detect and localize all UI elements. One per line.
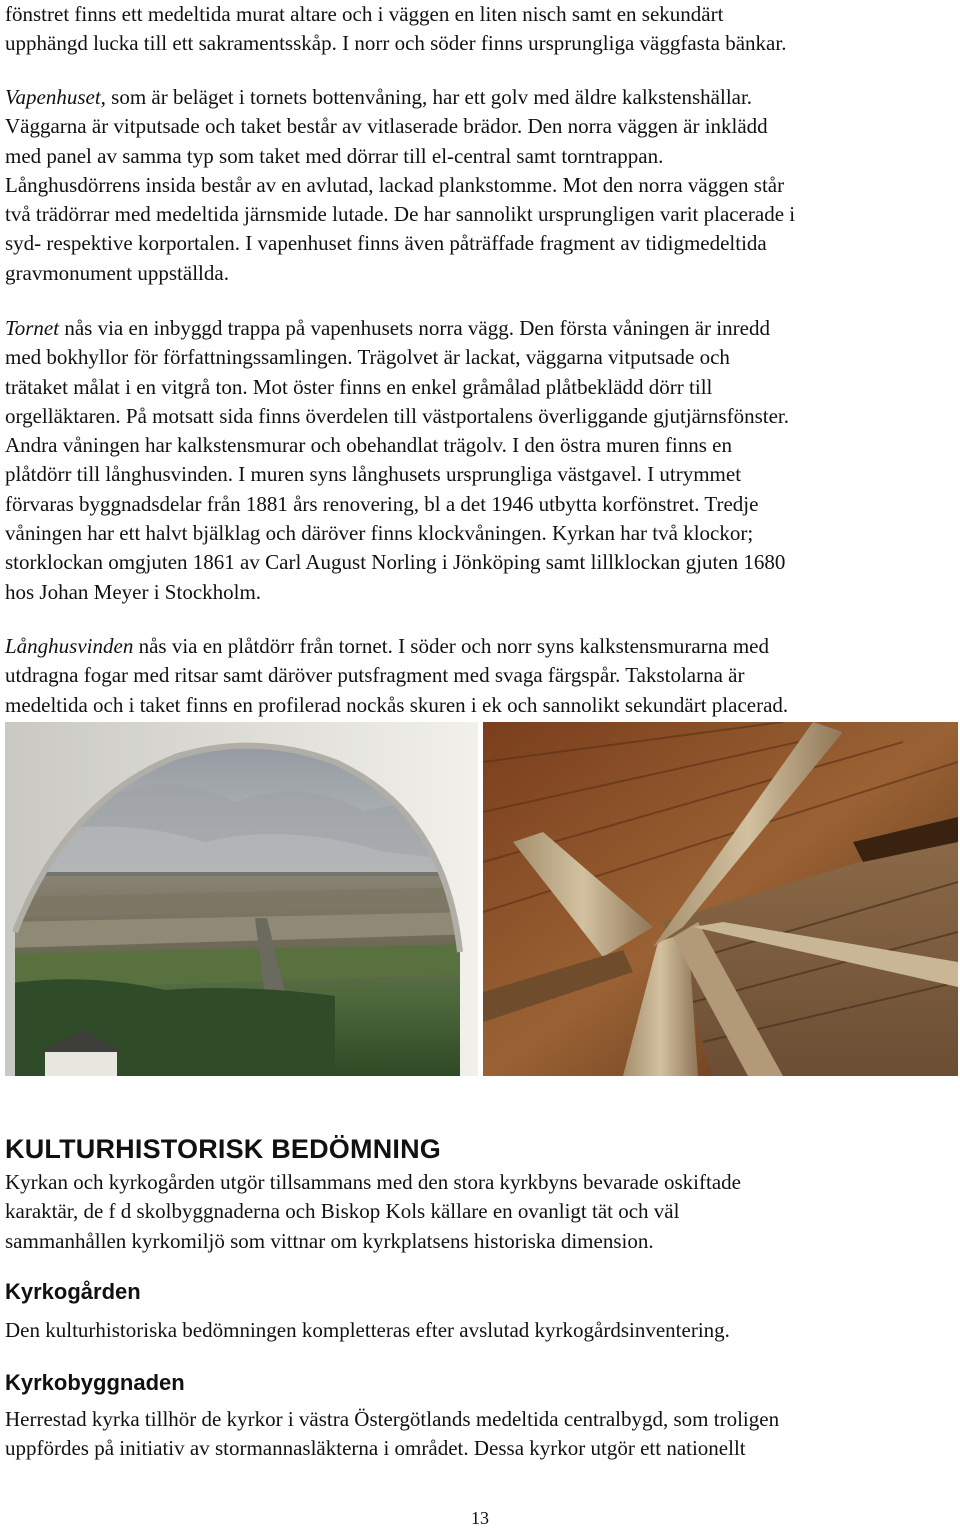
vapenhuset-paragraph bbox=[5, 83, 795, 288]
intro-paragraph bbox=[5, 0, 786, 59]
text-line: Långhusdörrens insida består av en avlutad, lackad plankstomme. Mot den norra väggen står bbox=[5, 172, 785, 197]
text-fragment: , som är beläget i tornets bottenvåning, har ett golv med äldre kalkstenshällar. bbox=[100, 85, 753, 109]
subheading-kyrkogarden: Kyrkogården bbox=[5, 1279, 141, 1304]
text-line: sammanhållen kyrkomiljö som vittnar om kyrkplatsens historiska dimension. bbox=[5, 1228, 654, 1253]
tower-view-illustration bbox=[5, 722, 478, 1076]
langhusvinden-paragraph bbox=[5, 632, 788, 720]
kyrkogarden-paragraph bbox=[5, 1316, 730, 1345]
text-fragment: nås via en inbyggd trappa på vapenhusets norra vägg. Den första våningen är inredd bbox=[59, 316, 770, 340]
text-line: plåtdörr till långhusvinden. I muren syns långhusets ursprungliga västgavel. I utrymmet bbox=[5, 462, 742, 487]
term-tornet: Tornet bbox=[5, 316, 60, 340]
text-line: Väggarna är vitputsade och taket består av vitlaserade brädor. Den norra väggen är inklädd bbox=[5, 114, 768, 139]
text-line: syd- respektive korportalen. I vapenhuset finns även påträffade fragment av tidigmedeltida bbox=[5, 231, 767, 256]
text-line: trätaket målat i en vitgrå ton. Mot öster finns en enkel gråmålad plåtbeklädd dörr till bbox=[5, 374, 713, 399]
text-line: våningen har ett halvt bjälklag och däröver finns klockvåningen. Kyrkan har två klockor; bbox=[5, 521, 754, 546]
text-line: med panel av samma typ som taket med dörrar till el-central samt torntrappan. bbox=[5, 143, 664, 168]
text-line: med bokhyllor för författningssamlingen. Trägolvet är lackat, väggarna vitputsade och bbox=[5, 345, 730, 370]
text-line bbox=[5, 83, 795, 112]
term-vapenhuset: Vapenhuset bbox=[5, 85, 101, 109]
photo-row bbox=[5, 722, 955, 1076]
text-line: utdragna fogar med ritsar samt däröver putsfragment med svaga färgspår. Takstolarna är bbox=[5, 663, 745, 688]
text-fragment: nås via en plåtdörr från tornet. I söder och norr syns kalkstensmurarna med bbox=[133, 634, 769, 658]
subheading-kyrkobyggnaden: Kyrkobyggnaden bbox=[5, 1370, 185, 1395]
section-heading-kulturhistorisk: KULTURHISTORISK BEDÖMNING bbox=[5, 1134, 441, 1164]
text-line bbox=[5, 314, 789, 343]
text-line: två trädörrar med medeltida järnsmide lutade. De har sannolikt ursprungligen varit placerade i bbox=[5, 202, 796, 227]
text-line: hos Johan Meyer i Stockholm. bbox=[5, 579, 262, 604]
text-line: Herrestad kyrka tillhör de kyrkor i västra Östergötlands medeltida centralbygd, som troligen bbox=[5, 1407, 780, 1431]
roof-truss-illustration bbox=[483, 722, 958, 1076]
text-line: storklockan omgjuten 1861 av Carl August Norling i Jönköping samt lillklockan gjuten 1680 bbox=[5, 550, 786, 575]
term-langhusvinden: Långhusvinden bbox=[5, 634, 134, 658]
text-line: gravmonument uppställda. bbox=[5, 260, 229, 285]
tornet-paragraph bbox=[5, 314, 789, 607]
kulturhistorisk-paragraph bbox=[5, 1168, 741, 1256]
text-line: medeltida och i taket finns en profilerad nockås skuren i ek och sannolikt sekundärt placerad. bbox=[5, 692, 789, 717]
text-line: orgelläktaren. På motsatt sida finns överdelen till västportalens överliggande gjutjärnsfönster. bbox=[5, 403, 790, 428]
kyrkobyggnaden-paragraph bbox=[5, 1405, 779, 1464]
text-line: upphängd lucka till ett sakramentsskåp. I norr och söder finns ursprungliga väggfasta bänkar. bbox=[5, 31, 787, 56]
text-line bbox=[5, 632, 788, 661]
text-line: karaktär, de f d skolbyggnaderna och Biskop Kols källare en ovanligt tät och väl bbox=[5, 1199, 680, 1224]
roof-truss-photo bbox=[483, 722, 958, 1076]
text-line: Den kulturhistoriska bedömningen kompletteras efter avslutad kyrkogårdsinventering. bbox=[5, 1318, 730, 1342]
text-line: fönstret finns ett medeltida murat altare och i väggen en liten nisch samt en sekundärt bbox=[5, 2, 724, 26]
text-line: förvaras byggnadsdelar från 1881 års renovering, bl a det 1946 utbytta korfönstret. Tredje bbox=[5, 491, 759, 516]
text-line: Kyrkan och kyrkogården utgör tillsammans med den stora kyrkbyns bevarade oskiftade bbox=[5, 1170, 741, 1194]
text-line: Andra våningen har kalkstensmurar och obehandlat trägolv. I den östra muren finns en bbox=[5, 433, 732, 458]
tower-window-view-photo bbox=[5, 722, 478, 1076]
page-number: 13 bbox=[471, 1508, 489, 1528]
text-line: uppfördes på initiativ av stormannasläkterna i området. Dessa kyrkor utgör ett nationellt bbox=[5, 1436, 746, 1461]
